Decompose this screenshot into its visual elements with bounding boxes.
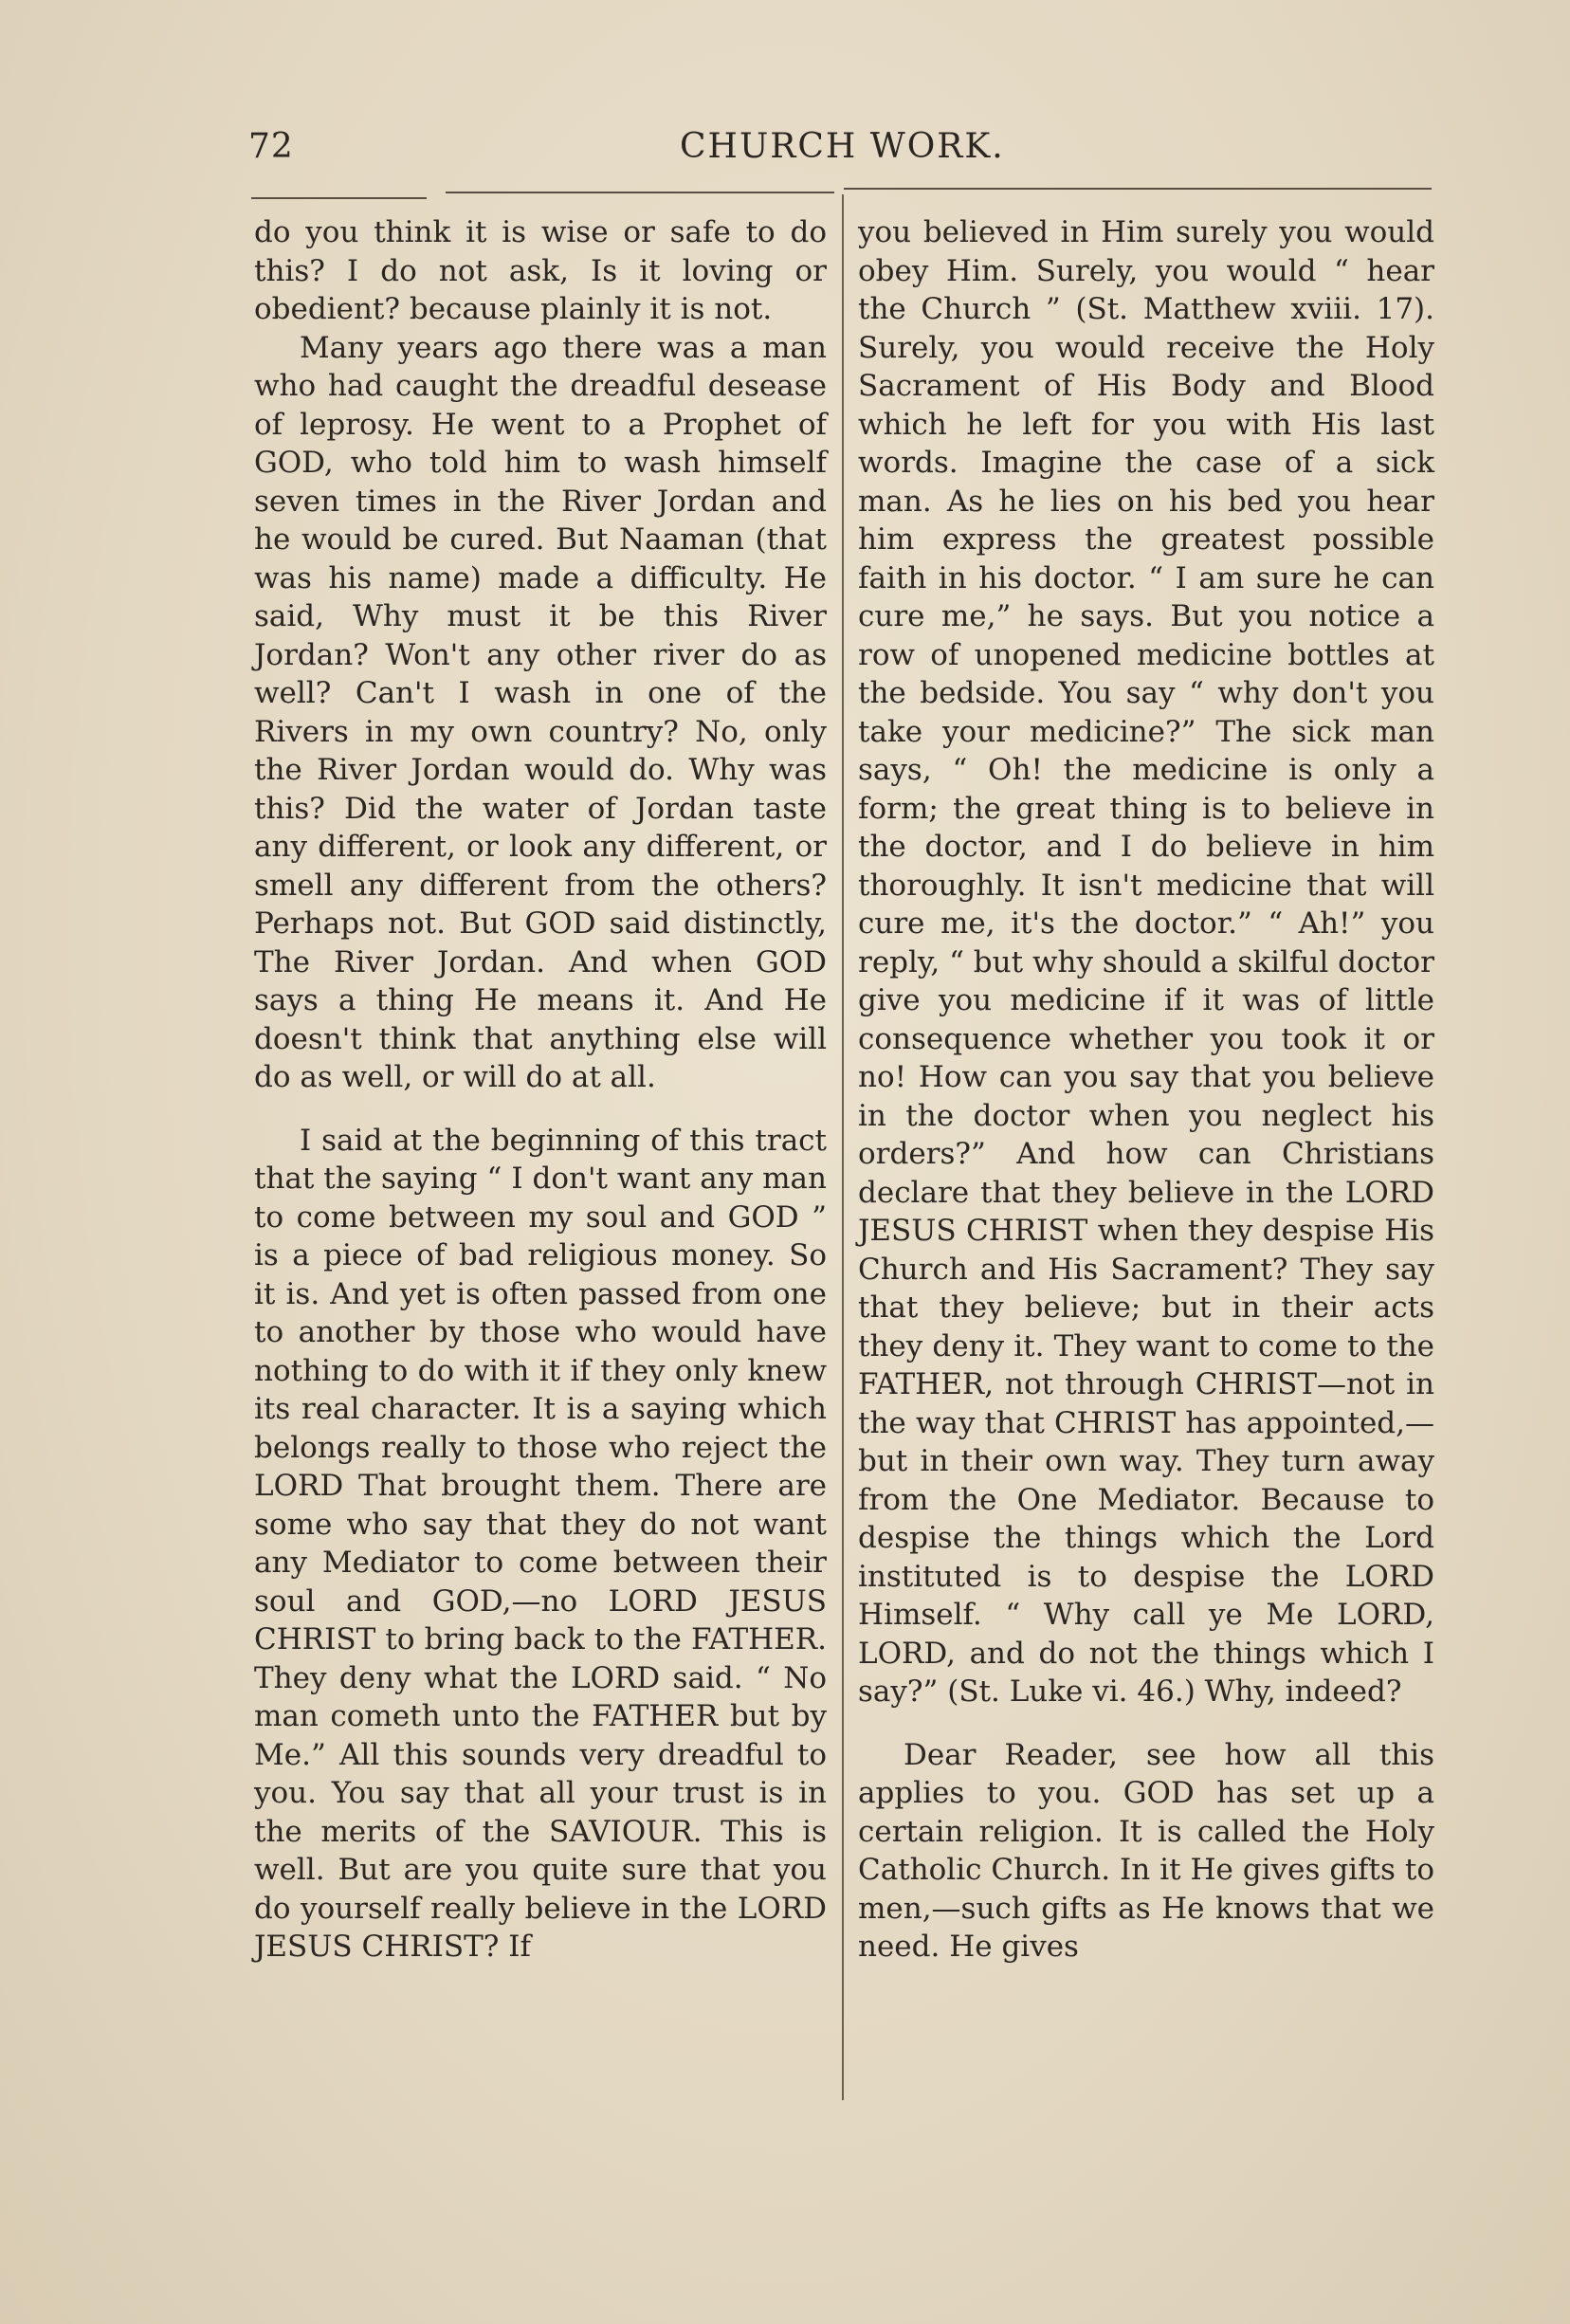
page-header (248, 121, 1443, 178)
right-paragraph-1: you believed in Him surely you would obey Him. Surely, you would “ hear the Church ” (St. Matthew xviii. 17). Surely, you would receive the Holy Sacrament of His Body and Blood which he left for you with His last words. Imagine the case of a sick man. As he lies on his bed you hear him express the greatest possible faith in his doctor. “ I am sure he can cure me,” he says. But you notice a row of unopened medicine bottles at the bedside. You say “ why don't you take your medicine?” The sick man says, “ Oh! the medicine is only a form; the great thing is to believe in the doctor, and I do believe in him thoroughly. It isn't medicine that will cure me, it's the doctor.” “ Ah!” you reply, “ but why should a skilful doctor give you medicine if it was of little consequence whether you took it or no! How can you say that you believe in the doctor when you neglect his orders?” And how can Christians declare that they believe in the LORD JESUS CHRIST when they despise His Church and His Sacrament? They say that they believe; but in their acts they deny it. They want to come to the FATHER, not through CHRIST—not in the way that CHRIST has appointed,—but in their own way. They turn away from the One Mediator. Because to despise the things which the Lord instituted is to despise the LORD Himself. “ Why call ye Me LORD, LORD, and do not the things which I say?” (St. Luke vi. 46.) Why, indeed? (858, 215, 1434, 1709)
column-divider (842, 194, 844, 2100)
header-rule-left (251, 197, 427, 199)
left-column (254, 213, 827, 1967)
left-paragraph-3: I said at the beginning of this tract that the saying “ I don't want any man to come between my soul and GOD ” is a piece of bad religious money. So it is. And yet is often passed from one to another by those who would have nothing to do with it if they only knew its real character. It is a saying which belongs really to those who reject the LORD That brought them. There are some who say that they do not want any Mediator to come between their soul and GOD,—no LORD JESUS CHRIST to bring back to the FATHER. They deny what the LORD said. “ No man cometh unto the FATHER but by Me.” All this sounds very dreadful to you. You say that all your trust is in the merits of the SAVIOUR. This is well. But are you quite sure that you do yourself really believe in the LORD JESUS CHRIST? If (254, 1123, 827, 1964)
header-rule-right (844, 188, 1432, 190)
right-column (858, 213, 1434, 1967)
running-title: CHURCH WORK. (680, 127, 1005, 166)
header-rule-middle (446, 192, 834, 193)
left-paragraph-1: do you think it is wise or safe to do this? I do not ask, Is it loving or obedient? because plainly it is not. (254, 215, 827, 326)
right-paragraph-2: Dear Reader, see how all this applies to you. GOD has set up a certain religion. It is called the Holy Catholic Church. In it He gives gifts to men,—such gifts as He knows that we need. He gives (858, 1737, 1434, 1964)
left-paragraph-2: Many years ago there was a man who had caught the dreadful desease of leprosy. He went to a Prophet of GOD, who told him to wash himself seven times in the River Jordan and he would be cured. But Naaman (that was his name) made a difficulty. He said, Why must it be this River Jordan? Won't any other river do as well? Can't I wash in one of the Rivers in my own country? No, only the River Jordan would do. Why was this? Did the water of Jordan taste any different, or look any different, or smell any different from the others? Perhaps not. But GOD said distinctly, The River Jordan. And when GOD says a thing He means it. And He doesn't think that anything else will do as well, or will do at all. (254, 330, 827, 1094)
page-number: 72 (248, 127, 294, 166)
